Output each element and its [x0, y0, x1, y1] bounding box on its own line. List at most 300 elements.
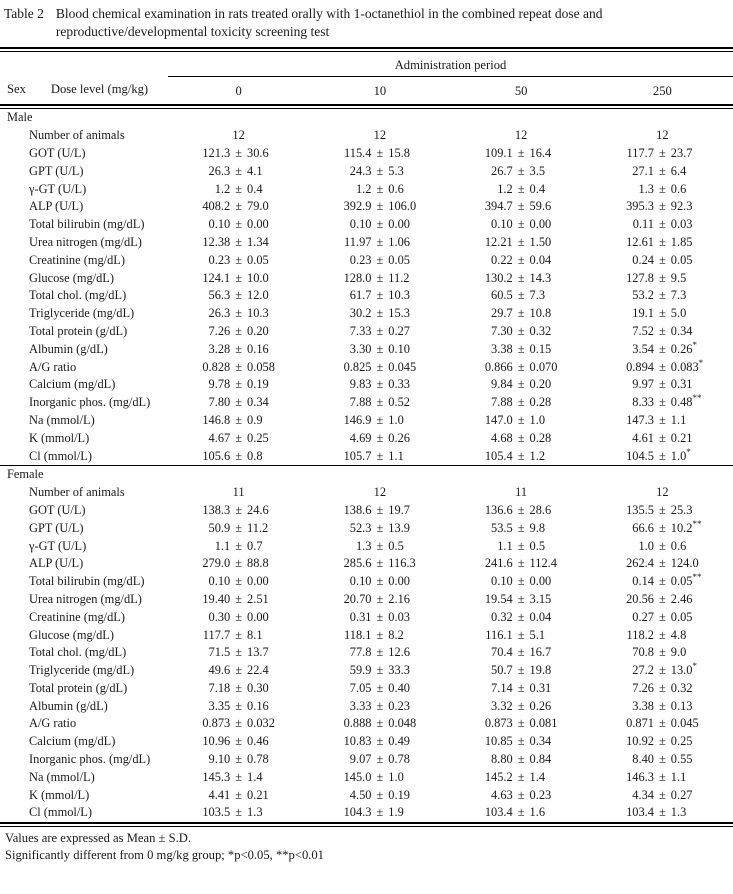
mean-value: 104.3 — [343, 805, 372, 820]
mean-value: 7.05 — [349, 680, 372, 695]
plus-minus: ± — [517, 412, 525, 427]
table-row — [0, 680, 733, 698]
value-cell — [168, 716, 309, 731]
value-cell — [168, 164, 309, 179]
mean-value: 138.6 — [343, 502, 372, 517]
sd-value: 0.045 — [388, 359, 417, 374]
sd-value: 5.3 — [388, 163, 404, 178]
sd-value: 0.26 — [388, 430, 410, 445]
table-row — [0, 591, 733, 609]
plus-minus: ± — [376, 698, 384, 713]
mean-value: 1.2 — [497, 181, 513, 196]
plus-minus: ± — [376, 769, 384, 784]
table-row — [0, 412, 733, 430]
plus-minus: ± — [235, 538, 243, 553]
plus-minus: ± — [376, 377, 384, 392]
value-cell — [309, 788, 450, 803]
table-row — [0, 626, 733, 644]
table-row — [0, 715, 733, 733]
mean-value: 241.6 — [484, 556, 513, 571]
value-cell — [309, 539, 450, 554]
mean-value: 3.54 — [632, 341, 654, 356]
mean-value: 3.33 — [349, 698, 372, 713]
dose-column-250: 250 — [652, 84, 672, 98]
mean-value: 0.10 — [349, 217, 372, 232]
value-cell — [168, 182, 309, 197]
mean-value: 146.3 — [626, 769, 654, 784]
value-cell — [592, 503, 733, 518]
mean-value: 27.1 — [632, 163, 654, 178]
sd-value: 0.46 — [247, 734, 269, 749]
plus-minus: ± — [517, 520, 525, 535]
value-cell — [451, 503, 592, 518]
value-cell — [451, 253, 592, 268]
plus-minus: ± — [517, 502, 525, 517]
sd-value: 15.3 — [388, 306, 410, 321]
sd-value: 0.6 — [670, 538, 687, 553]
mean-value: 130.2 — [484, 270, 513, 285]
table-row — [0, 145, 733, 163]
value-cell — [309, 324, 450, 339]
mean-value: 0.10 — [208, 574, 231, 589]
mean-value: 3.35 — [208, 698, 231, 713]
value-cell — [592, 770, 733, 785]
significance-marker: ** — [692, 571, 702, 582]
mean-value: 285.6 — [343, 556, 372, 571]
sd-value: 0.32 — [529, 323, 552, 338]
sd-value: 0.00 — [247, 609, 269, 624]
plus-minus: ± — [376, 502, 384, 517]
value-cell — [168, 413, 309, 428]
mean-value: 146.9 — [343, 412, 372, 427]
value-cell — [168, 663, 309, 678]
value-cell — [451, 788, 592, 803]
value-cell — [451, 306, 592, 321]
row-label: Creatinine (mg/dL) — [29, 252, 125, 267]
value-cell — [168, 610, 309, 625]
value-cell — [451, 146, 592, 161]
row-label: ALP (U/L) — [29, 199, 84, 214]
mean-value: 12.61 — [626, 234, 654, 249]
sd-value: 0.070 — [529, 359, 558, 374]
plus-minus: ± — [376, 359, 384, 374]
value-cell: 11 — [515, 485, 528, 500]
mean-value: 0.873 — [484, 716, 513, 731]
mean-value: 19.40 — [202, 591, 231, 606]
plus-minus: ± — [658, 234, 666, 249]
value-cell — [168, 681, 309, 696]
sd-value: 1.34 — [247, 234, 269, 249]
mean-value: 136.6 — [484, 502, 513, 517]
plus-minus: ± — [517, 395, 525, 410]
sd-value: 1.0 — [529, 412, 546, 427]
mean-value: 11.97 — [344, 234, 372, 249]
sd-value: 0.16 — [247, 341, 269, 356]
sd-value: 7.3 — [670, 288, 687, 303]
sd-value: 1.0* — [670, 446, 691, 463]
value-cell — [168, 395, 309, 410]
sd-value: 19.7 — [388, 502, 410, 517]
value-cell — [309, 395, 450, 410]
value-cell — [592, 681, 733, 696]
sd-value: 0.4 — [247, 181, 263, 196]
plus-minus: ± — [517, 323, 525, 338]
value-cell — [592, 699, 733, 714]
sd-value: 0.6 — [670, 181, 687, 196]
value-cell — [451, 539, 592, 554]
plus-minus: ± — [517, 627, 525, 642]
sd-value: 0.16 — [247, 698, 269, 713]
sd-value: 1.2 — [529, 448, 546, 463]
plus-minus: ± — [376, 680, 384, 695]
mean-value: 0.894 — [626, 359, 654, 374]
plus-minus: ± — [235, 199, 243, 214]
value-cell — [309, 752, 450, 767]
sd-value: 0.34 — [670, 323, 693, 338]
value-cell — [451, 235, 592, 250]
value-cell — [592, 288, 733, 303]
plus-minus: ± — [658, 556, 666, 571]
table-row — [0, 305, 733, 323]
sd-value: 1.1 — [670, 412, 687, 427]
sd-value: 0.23 — [388, 698, 410, 713]
value-cell — [592, 395, 733, 410]
row-label: Total protein (g/dL) — [29, 680, 128, 695]
row-label: Albumin (g/dL) — [29, 341, 108, 356]
value-cell — [309, 377, 450, 392]
sd-value: 112.4 — [529, 556, 557, 571]
value-cell — [592, 539, 733, 554]
mean-value: 1.3 — [355, 538, 372, 553]
significance-marker: ** — [692, 393, 702, 404]
sd-value: 0.34 — [529, 734, 552, 749]
plus-minus: ± — [376, 341, 384, 356]
mean-value: 12.21 — [484, 234, 513, 249]
plus-minus: ± — [658, 377, 666, 392]
table-row — [0, 376, 733, 394]
row-label: ALP (U/L) — [29, 556, 84, 571]
dose-column-10: 10 — [373, 84, 387, 98]
plus-minus: ± — [376, 181, 384, 196]
plus-minus: ± — [658, 359, 666, 374]
value-cell — [168, 628, 309, 643]
sd-value: 0.8 — [247, 448, 263, 463]
mean-value: 105.4 — [484, 448, 513, 463]
mean-value: 279.0 — [202, 556, 231, 571]
table-row — [0, 662, 733, 680]
sd-value: 24.6 — [247, 502, 269, 517]
plus-minus: ± — [376, 591, 384, 606]
plus-minus: ± — [517, 538, 525, 553]
value-cell — [451, 645, 592, 660]
sd-value: 0.78 — [247, 752, 269, 767]
sd-value: 1.1 — [388, 448, 404, 463]
mean-value: 128.0 — [343, 270, 372, 285]
sd-value: 0.21 — [670, 430, 693, 445]
mean-value: 0.27 — [632, 609, 654, 624]
mean-value: 70.4 — [491, 645, 513, 660]
value-cell — [451, 449, 592, 464]
sd-value: 0.00 — [388, 217, 410, 232]
sd-value: 0.9 — [247, 412, 263, 427]
mean-value: 1.2 — [214, 181, 231, 196]
value-cell — [451, 395, 592, 410]
plus-minus: ± — [517, 252, 525, 267]
mean-value: 127.8 — [626, 270, 654, 285]
plus-minus: ± — [235, 412, 243, 427]
sd-value: 0.26 — [529, 698, 552, 713]
mean-value: 0.825 — [343, 359, 372, 374]
sd-value: 9.8 — [529, 520, 546, 535]
plus-minus: ± — [376, 663, 384, 678]
plus-minus: ± — [376, 752, 384, 767]
sd-value: 0.31 — [529, 680, 552, 695]
mean-value: 24.3 — [349, 163, 372, 178]
mean-value: 52.3 — [349, 520, 372, 535]
row-label: Inorganic phos. (mg/dL) — [29, 752, 151, 767]
mean-value: 147.3 — [626, 412, 654, 427]
plus-minus: ± — [376, 288, 384, 303]
value-cell — [168, 574, 309, 589]
mean-value: 12.38 — [202, 234, 231, 249]
plus-minus: ± — [517, 270, 525, 285]
value-cell — [309, 734, 450, 749]
value-cell — [592, 199, 733, 214]
value-cell — [168, 306, 309, 321]
sd-value: 1.0 — [388, 412, 404, 427]
plus-minus: ± — [658, 252, 666, 267]
table-row — [0, 234, 733, 252]
plus-minus: ± — [517, 341, 525, 356]
table-row — [0, 644, 733, 662]
mean-value: 66.6 — [632, 520, 654, 535]
plus-minus: ± — [235, 395, 243, 410]
mean-value: 0.871 — [626, 716, 654, 731]
plus-minus: ± — [235, 359, 243, 374]
mean-value: 71.5 — [208, 645, 231, 660]
mean-value: 8.33 — [632, 395, 654, 410]
value-cell — [168, 217, 309, 232]
row-label: K (mmol/L) — [29, 787, 90, 802]
value-cell: 12 — [656, 128, 669, 143]
plus-minus: ± — [376, 609, 384, 624]
plus-minus: ± — [658, 520, 666, 535]
table-row — [0, 323, 733, 341]
sd-value: 92.3 — [670, 199, 693, 214]
sd-value: 1.0 — [388, 769, 404, 784]
sd-value: 0.21 — [247, 787, 269, 802]
sd-value: 1.4 — [247, 769, 263, 784]
value-cell — [309, 146, 450, 161]
mean-value: 9.10 — [208, 752, 231, 767]
plus-minus: ± — [235, 805, 243, 820]
section-label-row — [0, 466, 733, 484]
mean-value: 4.41 — [208, 787, 231, 802]
row-label: Total protein (g/dL) — [29, 323, 128, 338]
sd-value: 10.8 — [529, 306, 552, 321]
plus-minus: ± — [658, 502, 666, 517]
plus-minus: ± — [376, 574, 384, 589]
value-cell — [451, 699, 592, 714]
plus-minus: ± — [235, 698, 243, 713]
sd-value: 0.03 — [670, 217, 693, 232]
sd-value: 124.0 — [670, 556, 699, 571]
sd-value: 0.28 — [529, 395, 552, 410]
plus-minus: ± — [376, 395, 384, 410]
mean-value: 20.70 — [343, 591, 372, 606]
value-cell — [168, 734, 309, 749]
table-header — [0, 52, 733, 104]
plus-minus: ± — [658, 591, 666, 606]
value-cell — [309, 503, 450, 518]
sd-value: 0.13 — [670, 698, 693, 713]
value-cell — [168, 431, 309, 446]
plus-minus: ± — [235, 663, 243, 678]
dose-level-column-header: Dose level (mg/kg) — [50, 82, 149, 96]
table-row — [0, 555, 733, 573]
table-row — [0, 180, 733, 198]
sd-value: 0.27 — [670, 787, 693, 802]
sd-value: 11.2 — [247, 520, 269, 535]
plus-minus: ± — [517, 787, 525, 802]
value-cell — [309, 556, 450, 571]
value-cell — [592, 752, 733, 767]
sd-value: 22.4 — [247, 663, 269, 678]
plus-minus: ± — [235, 430, 243, 445]
value-cell: 12 — [373, 485, 387, 500]
plus-minus: ± — [658, 448, 666, 463]
sd-value: 0.05** — [670, 571, 702, 589]
plus-minus: ± — [517, 752, 525, 767]
mean-value: 4.68 — [491, 430, 513, 445]
header-right — [168, 52, 733, 104]
mean-value: 0.23 — [349, 252, 372, 267]
table-row — [0, 216, 733, 234]
mean-value: 0.24 — [632, 252, 654, 267]
sd-value: 0.03 — [388, 609, 410, 624]
mean-value: 3.38 — [491, 341, 513, 356]
sd-value: 2.46 — [670, 591, 693, 606]
value-cell — [168, 521, 309, 536]
plus-minus: ± — [517, 377, 525, 392]
table-row — [0, 251, 733, 269]
footnotes — [0, 827, 733, 864]
sd-value: 1.06 — [388, 234, 410, 249]
table-body — [0, 109, 733, 822]
sd-value: 0.40 — [388, 680, 410, 695]
row-label: A/G ratio — [29, 359, 77, 374]
mean-value: 56.3 — [208, 288, 231, 303]
mean-value: 408.2 — [202, 199, 231, 214]
value-cell — [451, 770, 592, 785]
mean-value: 7.88 — [349, 395, 372, 410]
table-row — [0, 162, 733, 180]
mean-value: 53.2 — [632, 288, 654, 303]
value-cell — [309, 805, 450, 820]
sd-value: 0.52 — [388, 395, 410, 410]
plus-minus: ± — [517, 163, 525, 178]
plus-minus: ± — [235, 591, 243, 606]
value-cell — [451, 271, 592, 286]
sd-value: 3.5 — [529, 163, 546, 178]
value-cell — [309, 645, 450, 660]
value-cell — [168, 288, 309, 303]
row-label: Number of animals — [29, 485, 125, 500]
plus-minus: ± — [235, 217, 243, 232]
value-cell — [309, 716, 450, 731]
plus-minus: ± — [658, 645, 666, 660]
plus-minus: ± — [235, 252, 243, 267]
value-cell — [309, 574, 450, 589]
value-cell — [451, 377, 592, 392]
sd-value: 106.0 — [388, 199, 417, 214]
plus-minus: ± — [376, 323, 384, 338]
header-left — [0, 52, 168, 104]
sd-value: 33.3 — [388, 663, 410, 678]
mean-value: 0.10 — [491, 217, 513, 232]
sd-value: 9.5 — [670, 270, 687, 285]
plus-minus: ± — [376, 199, 384, 214]
mean-value: 7.33 — [349, 323, 372, 338]
value-cell — [451, 342, 592, 357]
plus-minus: ± — [517, 769, 525, 784]
value-cell — [309, 610, 450, 625]
sd-value: 5.0 — [670, 306, 687, 321]
sd-value: 1.3 — [247, 805, 263, 820]
sd-value: 0.00 — [529, 574, 552, 589]
sd-value: 14.3 — [529, 270, 552, 285]
plus-minus: ± — [658, 574, 666, 589]
mean-value: 392.9 — [343, 199, 372, 214]
mean-value: 4.69 — [349, 430, 372, 445]
value-cell — [451, 734, 592, 749]
sd-value: 0.05 — [670, 609, 693, 624]
mean-value: 4.61 — [632, 430, 654, 445]
sd-value: 10.0 — [247, 270, 269, 285]
footnote-significance: Significantly different from 0 mg/kg group; *p<0.05, **p<0.01 — [5, 847, 324, 862]
mean-value: 7.52 — [632, 323, 654, 338]
mean-value: 10.85 — [484, 734, 513, 749]
sd-value: 15.8 — [388, 145, 410, 160]
sd-value: 1.85 — [670, 234, 693, 249]
mean-value: 105.6 — [202, 448, 231, 463]
mean-value: 7.88 — [491, 395, 513, 410]
plus-minus: ± — [658, 163, 666, 178]
mean-value: 29.7 — [491, 306, 513, 321]
plus-minus: ± — [235, 288, 243, 303]
value-cell — [592, 518, 733, 536]
table-row — [0, 608, 733, 626]
value-cell — [592, 805, 733, 820]
table-row — [0, 804, 733, 822]
table-row — [0, 127, 733, 145]
value-cell — [309, 253, 450, 268]
mean-value: 9.84 — [491, 377, 513, 392]
mean-value: 0.10 — [491, 574, 513, 589]
table-row — [0, 768, 733, 786]
plus-minus: ± — [658, 787, 666, 802]
plus-minus: ± — [376, 430, 384, 445]
sd-value: 0.20 — [529, 377, 552, 392]
value-cell — [309, 431, 450, 446]
value-cell — [592, 253, 733, 268]
sd-value: 0.7 — [247, 538, 263, 553]
plus-minus: ± — [235, 556, 243, 571]
value-cell — [168, 805, 309, 820]
sd-value: 10.2** — [670, 518, 702, 535]
sd-value: 8.1 — [247, 627, 263, 642]
sd-value: 0.045 — [670, 716, 699, 731]
